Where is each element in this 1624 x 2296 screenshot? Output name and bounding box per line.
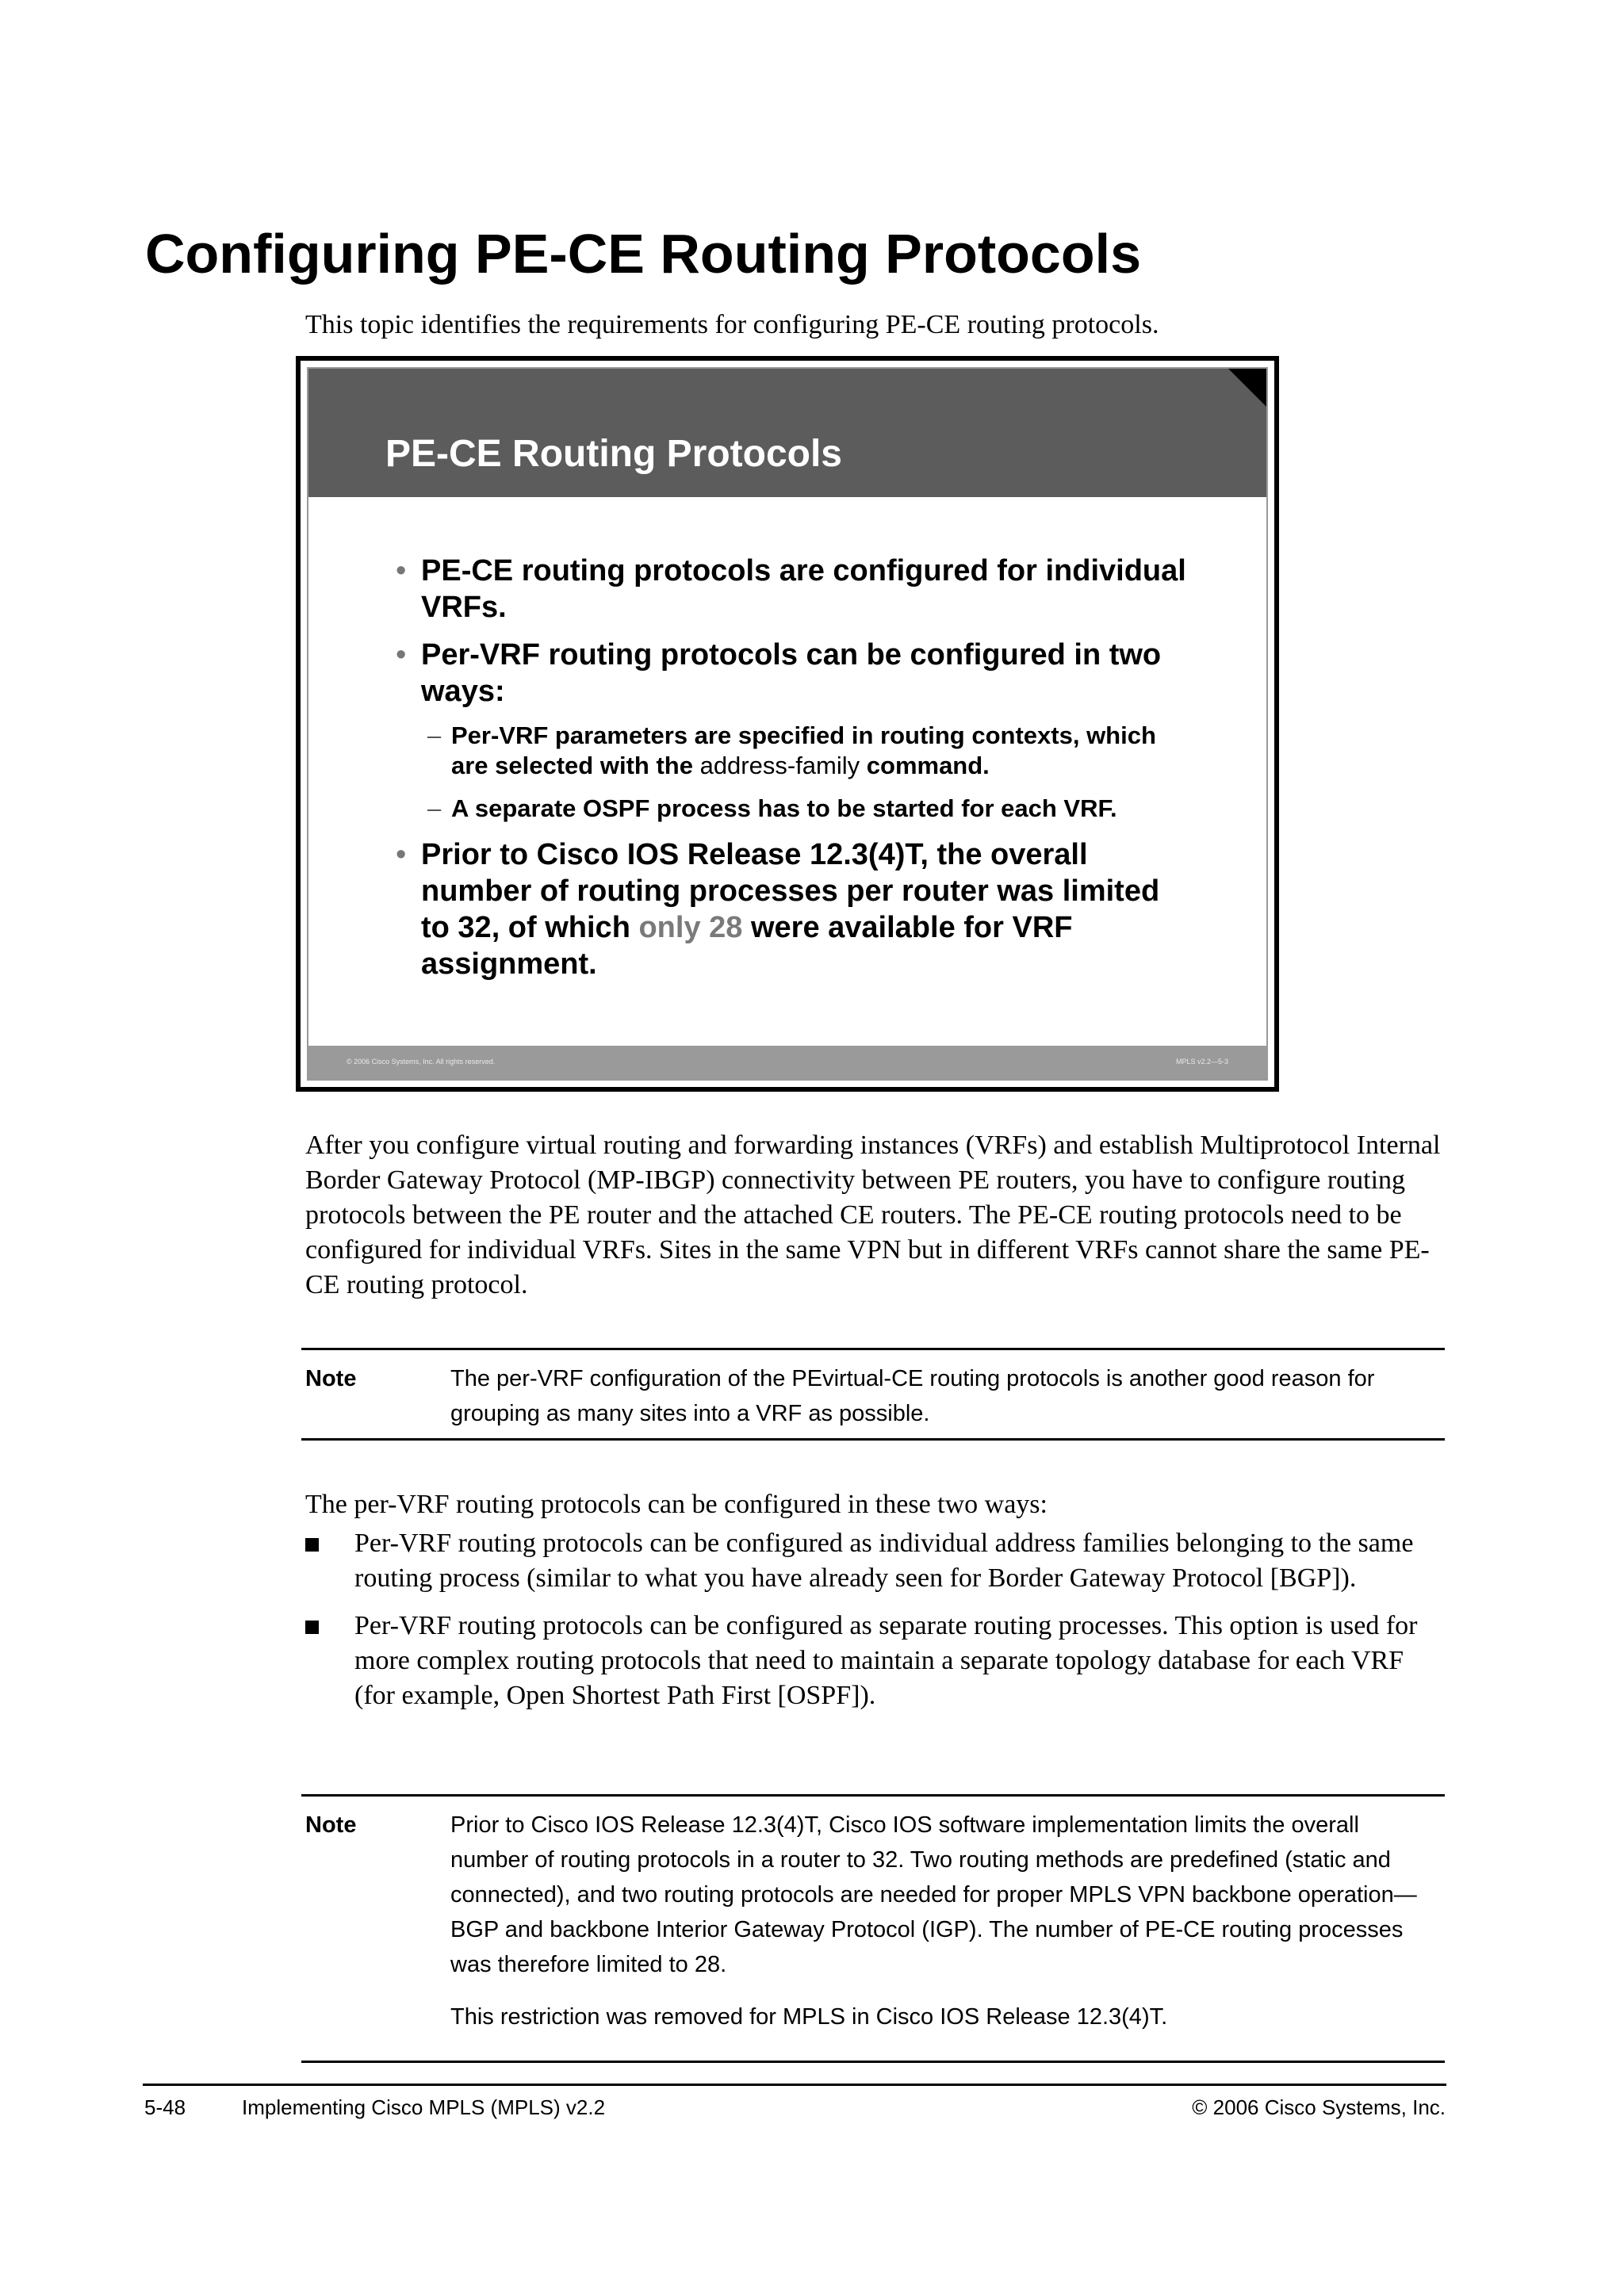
slide-sub-bullet xyxy=(396,721,1189,781)
square-bullet-icon xyxy=(305,1538,319,1552)
list-item-text: Per-VRF routing protocols can be configured as separate routing processes. This option is used for more complex routing protocols that need to maintain a separate topology database for each VRF (for example, Open Shortest Path First [OSPF]). xyxy=(354,1611,1418,1710)
body-paragraph: The per-VRF routing protocols can be configured in these two ways: xyxy=(305,1490,1048,1519)
note-label: Note xyxy=(305,1366,357,1391)
sub-bullet-suffix: command. xyxy=(866,752,990,779)
list-item xyxy=(305,1609,1447,1713)
sub-bullet-text: Per-VRF parameters are specified in routing contexts, which are selected with the xyxy=(451,721,1156,779)
slide-title: PE-CE Routing Protocols xyxy=(385,433,842,475)
slide-bullet xyxy=(396,836,1189,982)
list-item-text: Per-VRF routing protocols can be configured as individual address families belonging to the same routing process (similar to what you have already seen for Border Gateway Protocol [BGP]). xyxy=(354,1529,1414,1593)
slide-sub-bullet xyxy=(396,794,1189,824)
note-text: Prior to Cisco IOS Release 12.3(4)T, Cisco IOS software implementation limits the overall number of routing protocols in a router to 32. Two routing methods are predefined (static and connected), and two routing protocols are needed for proper MPLS VPN backbone operation—BGP and backbone Interior Gateway Protocol (IGP). The number of PE-CE routing processes was therefore limited to 28. xyxy=(450,1812,1417,1977)
page-number: 5-48 xyxy=(144,2095,186,2119)
slide-body xyxy=(396,553,1189,993)
note-box xyxy=(301,1348,1445,1441)
list-item xyxy=(305,1526,1447,1596)
note-box xyxy=(301,1794,1445,2063)
bullet-list xyxy=(305,1526,1447,1726)
slide-inner xyxy=(307,367,1268,1081)
page-title: Configuring PE-CE Routing Protocols xyxy=(145,223,1142,285)
slide xyxy=(296,356,1279,1092)
bullet-dot-icon: • xyxy=(396,838,407,871)
slide-bullet xyxy=(396,637,1189,710)
slide-corner-mark xyxy=(1228,369,1266,407)
slide-bullet-suffix: were available for VRF assignment. xyxy=(421,911,1073,981)
slide-bullet xyxy=(396,553,1189,626)
dash-icon: – xyxy=(427,794,442,822)
command-keyword: address-family xyxy=(699,752,860,779)
slide-copyright: © 2006 Cisco Systems, Inc. All rights reserved. xyxy=(347,1058,496,1066)
note-text: This restriction was removed for MPLS in Cisco IOS Release 12.3(4)T. xyxy=(450,2004,1168,2030)
slide-bullet-text: Per-VRF routing protocols can be configured in two ways: xyxy=(421,638,1162,708)
note-text: The per-VRF configuration of the PEvirtual-CE routing protocols is another good reason for grouping as many sites into a VRF as possible. xyxy=(450,1366,1375,1426)
copyright: © 2006 Cisco Systems, Inc. xyxy=(1192,2095,1446,2119)
slide-bullet-text: Prior to Cisco IOS Release 12.3(4)T, the overall number of routing processes per router was limited to 32, of which xyxy=(421,838,1160,944)
body-paragraph: After you configure virtual routing and forwarding instances (VRFs) and establish Multiprotocol Internal Border Gateway Protocol (MP-IBGP) connectivity between PE routers, you have to configure routing protocols between the PE router and the attached CE routers. The PE-CE routing protocols need to be configured for individual VRFs. Sites in the same VPN but in different VRFs cannot share the same PE-CE routing protocol. xyxy=(305,1131,1441,1299)
note-label: Note xyxy=(305,1812,357,1838)
slide-header xyxy=(308,369,1266,497)
slide-bullet-text: PE-CE routing protocols are configured for individual VRFs. xyxy=(421,554,1186,624)
bullet-dot-icon: • xyxy=(396,554,407,587)
sub-bullet-text: A separate OSPF process has to be started for each VRF. xyxy=(451,794,1117,822)
footer-rule xyxy=(143,2084,1446,2086)
square-bullet-icon xyxy=(305,1621,319,1634)
dash-icon: – xyxy=(427,721,442,749)
bullet-dot-icon: • xyxy=(396,638,407,672)
highlight-text: only 28 xyxy=(638,911,743,944)
intro-text: This topic identifies the requirements for configuring PE-CE routing protocols. xyxy=(305,310,1159,339)
course-title: Implementing Cisco MPLS (MPLS) v2.2 xyxy=(242,2095,606,2119)
slide-number: MPLS v2.2—5-3 xyxy=(1175,1058,1228,1066)
slide-footer xyxy=(308,1046,1266,1079)
